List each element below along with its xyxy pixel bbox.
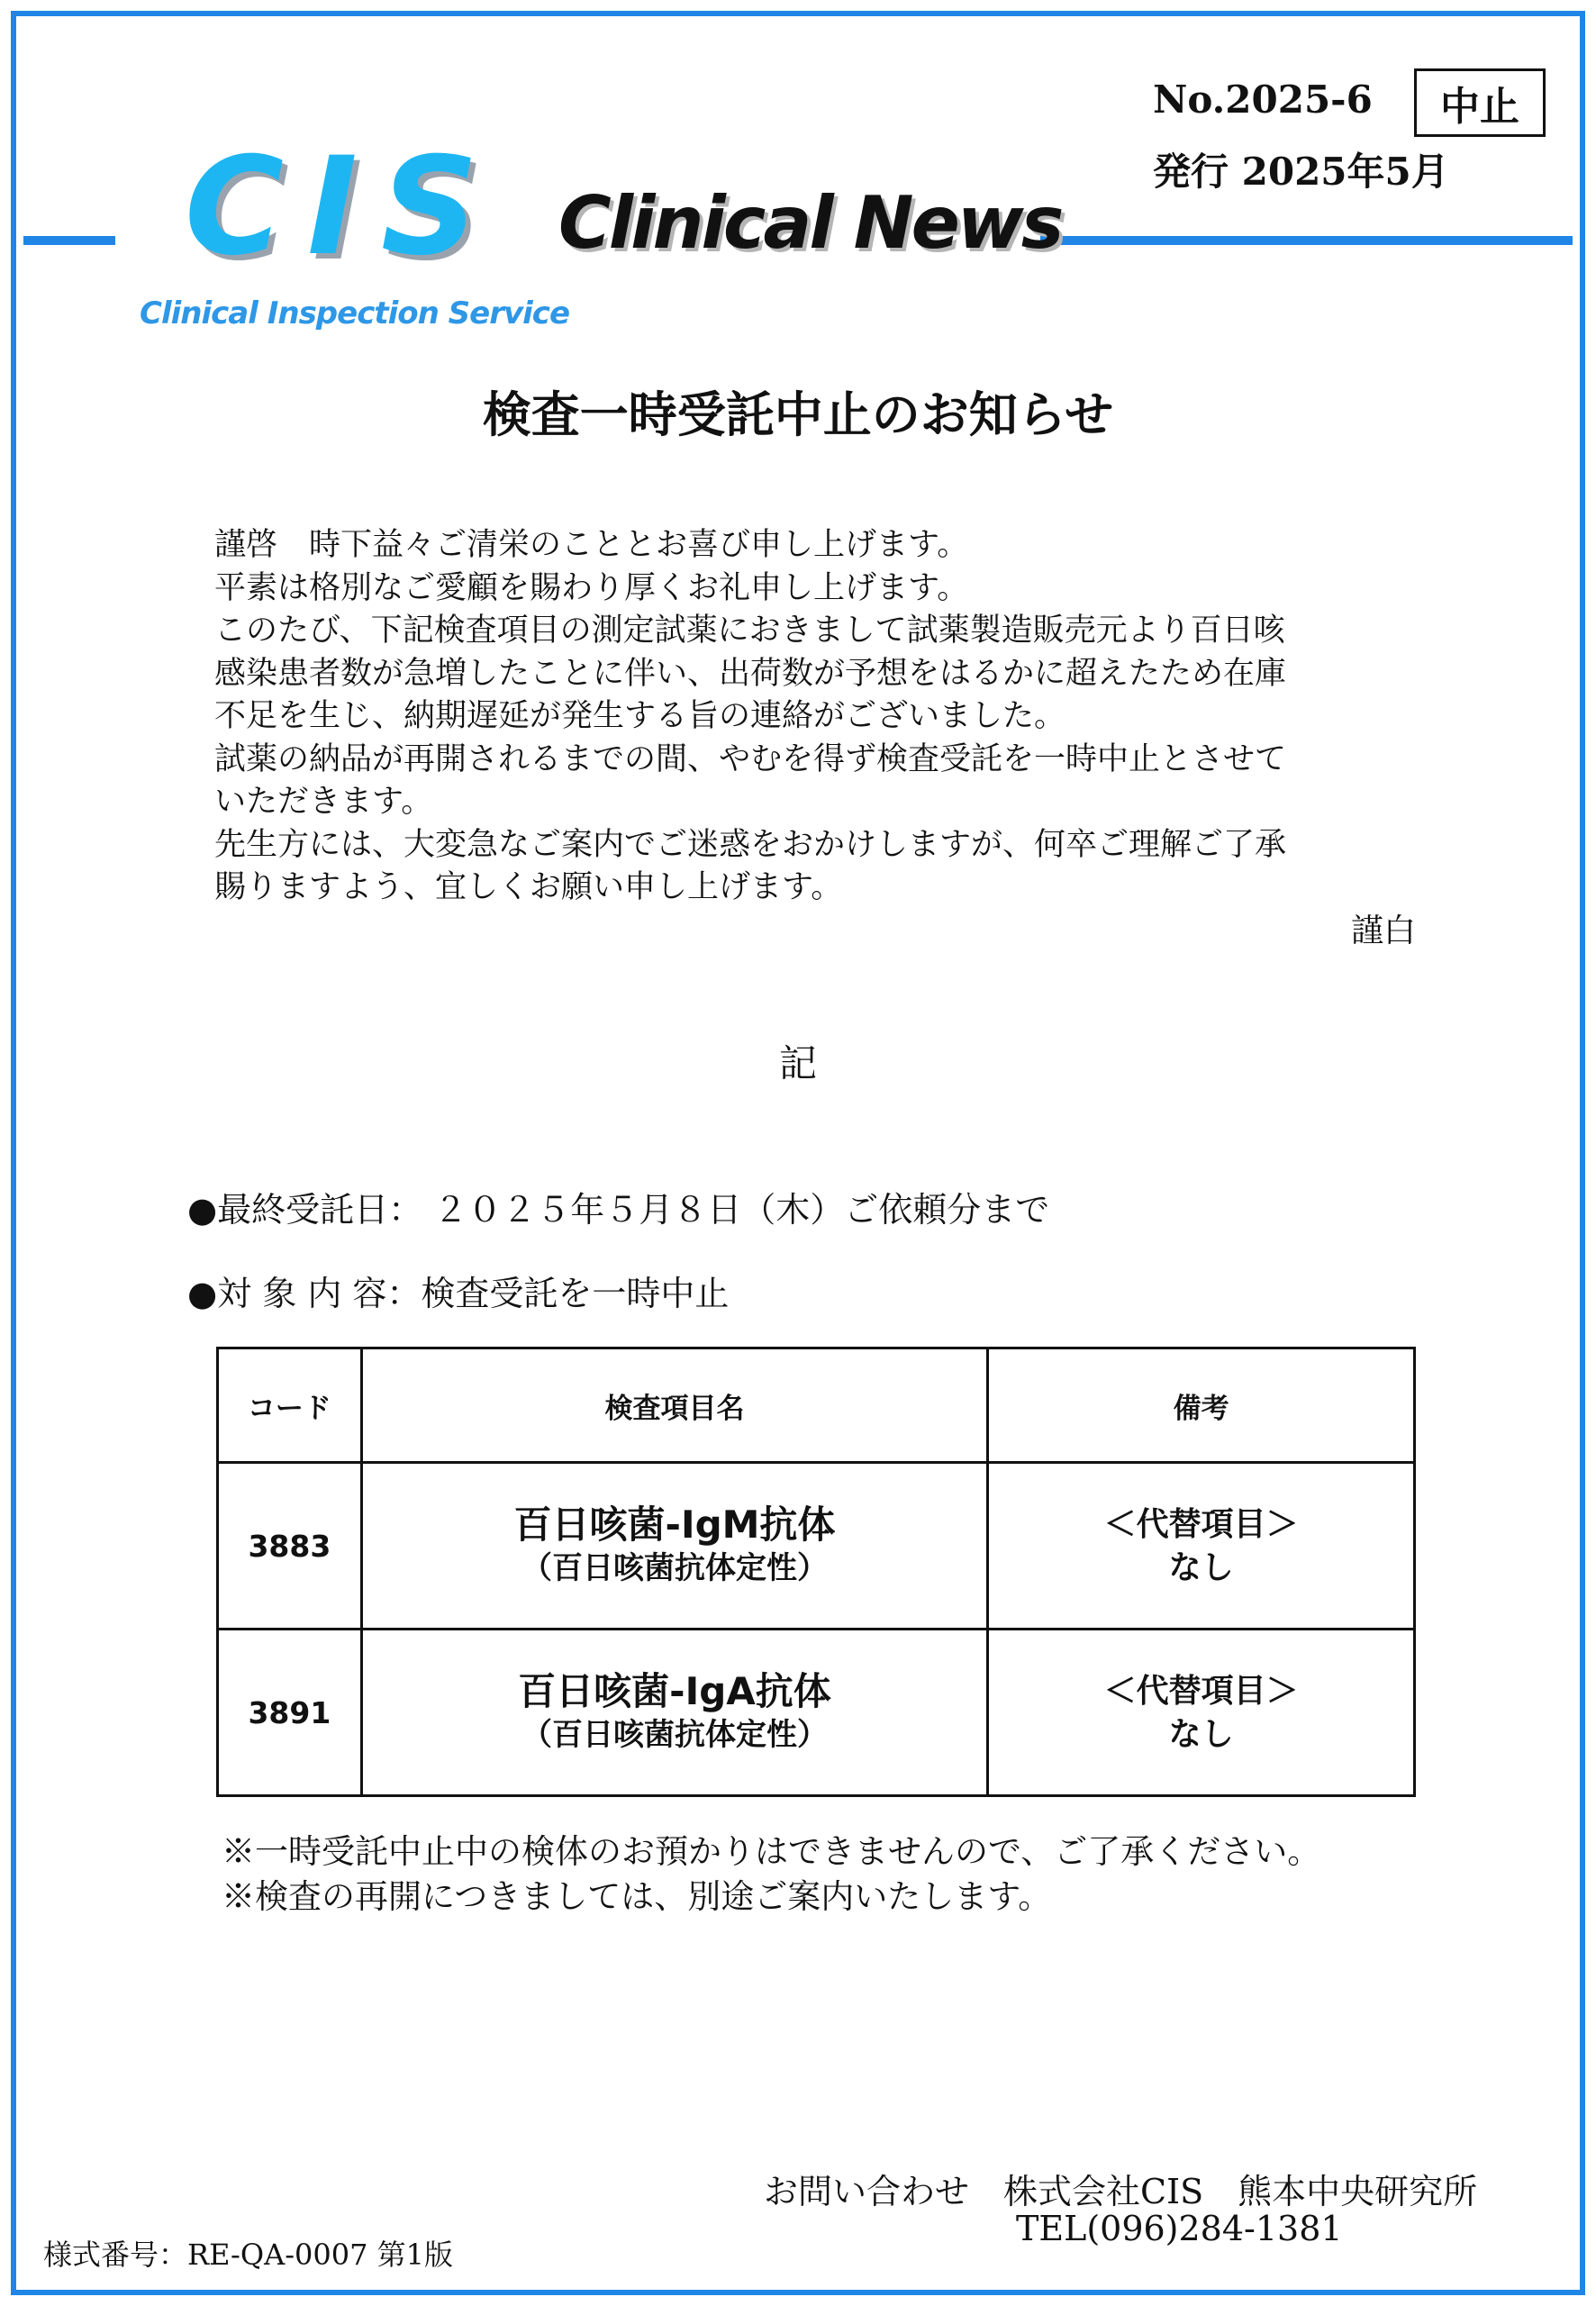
item-name-sub: （百日咳菌抗体定性） bbox=[521, 1717, 828, 1753]
contact-info: お問い合わせ 株式会社CIS 熊本中央研究所 bbox=[764, 2172, 1478, 2211]
footnote: ※一時受託中止中の検体のお預かりはできませんので、ご了承ください。 bbox=[222, 1832, 1321, 1871]
letter-body bbox=[214, 524, 1421, 910]
column-header-name: 検査項目名 bbox=[361, 1348, 987, 1463]
table-row bbox=[218, 1630, 1415, 1796]
body-line: いただきます。 bbox=[214, 784, 433, 820]
body-line: 試薬の納品が再開されるまでの間、やむを得ず検査受託を一時中止とさせて bbox=[214, 740, 1287, 777]
cis-logo: CIS bbox=[185, 129, 502, 286]
body-line: 感染患者数が急増したことに伴い、出荷数が予想をはるかに超えたため在庫 bbox=[214, 655, 1287, 692]
deadline-item: ●最終受託日： ２０２５年５月８日（木）ご依頼分まで bbox=[187, 1190, 1050, 1230]
issue-number: No.2025-6 bbox=[1153, 77, 1373, 122]
table-header-row bbox=[218, 1348, 1415, 1463]
body-line: このたび、下記検査項目の測定試薬におきまして試薬製造販売元より百日咳 bbox=[214, 613, 1285, 649]
item-note: ＜代替項目＞ bbox=[1103, 1506, 1299, 1543]
body-line: 先生方には、大変急なご案内でご迷惑をおかけしますが、何卒ご理解ご了承 bbox=[214, 826, 1287, 863]
item-name: 百日咳菌-IgA抗体 bbox=[518, 1669, 831, 1713]
header-rule-right bbox=[1040, 236, 1573, 245]
body-line: 謹啓 時下益々ご清栄のこととお喜び申し上げます。 bbox=[214, 527, 969, 563]
item-note-cell bbox=[988, 1630, 1415, 1796]
column-header-note: 備考 bbox=[988, 1348, 1415, 1463]
table-row bbox=[218, 1463, 1415, 1630]
item-note-sub: なし bbox=[1168, 1549, 1234, 1586]
newsletter-title: Clinical News bbox=[558, 181, 1062, 265]
item-code: 3883 bbox=[218, 1463, 362, 1630]
item-note: ＜代替項目＞ bbox=[1103, 1673, 1299, 1710]
header-rule-left bbox=[23, 236, 115, 245]
footnote: ※検査の再開につきましては、別途ご案内いたします。 bbox=[222, 1877, 1052, 1916]
item-name-cell bbox=[361, 1463, 987, 1630]
closing-salutation: 謹白 bbox=[1350, 912, 1416, 949]
logo-subtitle: Clinical Inspection Service bbox=[140, 295, 570, 331]
section-marker: 記 bbox=[778, 1041, 817, 1085]
item-name-sub: （百日咳菌抗体定性） bbox=[521, 1550, 828, 1586]
item-note-cell bbox=[988, 1463, 1415, 1630]
item-name: 百日咳菌-IgM抗体 bbox=[513, 1503, 836, 1547]
contact-phone: TEL(096)284-1381 bbox=[1016, 2209, 1343, 2248]
column-header-code: コード bbox=[218, 1348, 362, 1463]
document-title: 検査一時受託中止のお知らせ bbox=[482, 386, 1114, 443]
item-name-cell bbox=[361, 1630, 987, 1796]
body-line: 不足を生じ、納期遅延が発生する旨の連絡がございました。 bbox=[214, 698, 1066, 734]
test-items-table bbox=[216, 1347, 1416, 1797]
body-line: 賜りますよう、宜しくお願い申し上げます。 bbox=[214, 869, 843, 905]
body-line: 平素は格別なご愛顧を賜わり厚くお礼申し上げます。 bbox=[214, 569, 969, 606]
page-border bbox=[11, 11, 1585, 2295]
scope-item: ●対 象 内 容：検査受託を一時中止 bbox=[187, 1274, 730, 1313]
item-note-sub: なし bbox=[1168, 1716, 1234, 1753]
item-code: 3891 bbox=[218, 1630, 362, 1796]
form-number: 様式番号：RE-QA-0007 第1版 bbox=[43, 2238, 453, 2272]
issue-date: 発行 2025年5月 bbox=[1153, 150, 1449, 194]
status-badge: 中止 bbox=[1414, 68, 1546, 137]
